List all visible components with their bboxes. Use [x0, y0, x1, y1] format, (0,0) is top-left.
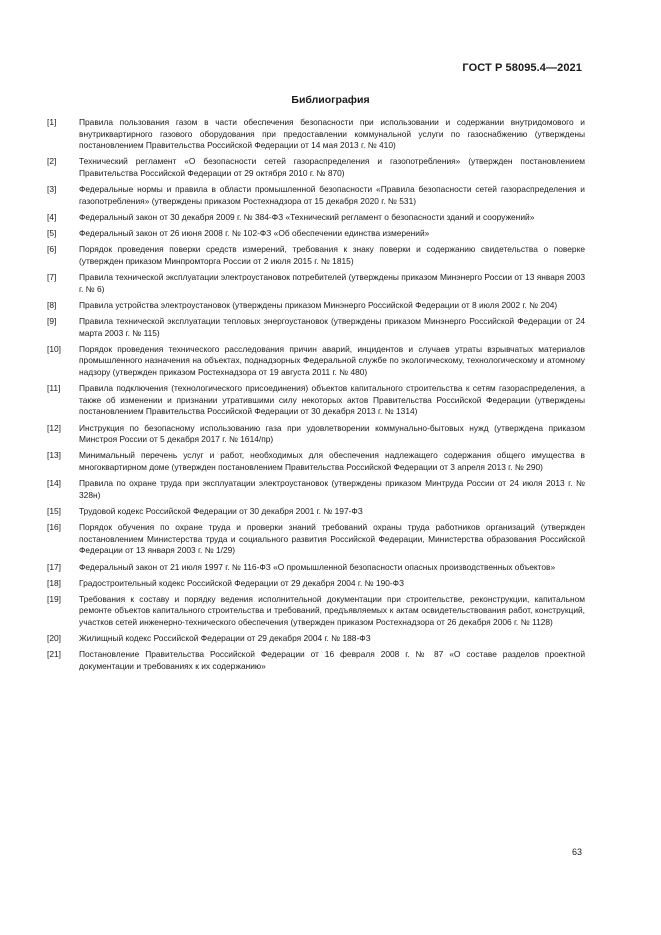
bibliography-entry [47, 578, 585, 590]
entry-number: [18] [47, 577, 61, 588]
entry-text: Порядок обучения по охране труда и проверки знаний требований охраны труда работников организаций (утвержден постановлением Министерства труда и социального развития Российской Федерации, Министерства образования Российской Федерации от 13 января 2003 г. № 1/29) [79, 522, 585, 556]
entry-text: Технический регламент «О безопасности сетей газораспределения и газопотребления» (утвержден постановлением Правительства Российской Федерации от 29 октября 2010 г. № 870) [79, 156, 585, 178]
entry-text: Правила по охране труда при эксплуатации электроустановок (утверждены приказом Минтруда России от 24 июля 2013 г. № 328н) [79, 478, 585, 500]
entry-text: Федеральные нормы и правила в области промышленной безопасности «Правила безопасности сетей газораспределения и газопотребления» (утверждены приказом Ростехнадзора от 15 декабря 2020 г. № 531) [79, 184, 585, 206]
entry-text: Порядок проведения технического расследования причин аварий, инцидентов и случаев утраты взрывчатых материалов промышленного назначения на объектах, поднадзорных Федеральной службе по экологическому, технологическому и атомному надзору (утвержден приказом Ростехнадзора от 19 августа 2011 г. № 480) [79, 343, 585, 378]
entry-number: [16] [47, 522, 61, 533]
entry-number: [5] [47, 228, 57, 239]
entry-number: [17] [47, 561, 61, 572]
bibliography-entry [47, 117, 585, 152]
bibliography-entry [47, 478, 585, 501]
entry-text: Правила устройства электроустановок (утверждены приказом Минэнерго Российской Федерации от 8 июля 2002 г. № 204) [79, 299, 558, 310]
entry-number: [21] [47, 649, 61, 660]
bibliography-entry [47, 228, 585, 240]
entry-number: [13] [47, 450, 61, 461]
entry-text: Постановление Правительства Российской Федерации от 16 февраля 2008 г. № 87 «О составе разделов проектной документации и требованиях к их содержанию» [79, 649, 585, 672]
bibliography-entry [47, 184, 585, 207]
bibliography-entry [47, 344, 585, 379]
entry-number: [6] [47, 244, 57, 255]
entry-text: Федеральный закон от 30 декабря 2009 г. № 384-ФЗ «Технический регламент о безопасности зданий и сооружений» [79, 211, 535, 222]
entry-text: Правила подключения (технологического присоединения) объектов капитального строительства к сетям газораспределения, а также об изменении и признании утратившими силу некоторых актов Правительства Российской Федерации (утверждены постановлением Правительства Российской Федерации от 30 декабря 2013 г. № 1314) [79, 383, 585, 417]
bibliography-entry [47, 156, 585, 179]
entry-text: Градостроительный кодекс Российской Федерации от 29 декабря 2004 г. № 190-ФЗ [79, 577, 405, 588]
entry-number: [1] [47, 117, 57, 127]
entry-number: [11] [47, 383, 61, 394]
bibliography-list [47, 117, 585, 677]
bibliography-entry [47, 594, 585, 629]
bibliography-entry [47, 423, 585, 446]
entry-text: Федеральный закон от 21 июля 1997 г. № 116-ФЗ «О промышленной безопасности опасных производственных объектов» [79, 561, 556, 572]
entry-number: [10] [47, 343, 61, 354]
entry-text: Жилищный кодекс Российской Федерации от 29 декабря 2004 г. № 188-ФЗ [79, 633, 371, 644]
entry-text: Трудовой кодекс Российской Федерации от 30 декабря 2001 г. № 197-ФЗ [79, 505, 363, 516]
entry-number: [2] [47, 156, 57, 167]
entry-text: Порядок проведения поверки средств измерений, требования к знаку поверки и содержанию свидетельства о поверке (утвержден приказом Минпромторга России от 2 июля 2015 г. № 1815) [79, 244, 585, 266]
bibliography-entry [47, 522, 585, 557]
entry-number: [19] [47, 593, 61, 604]
entry-text: Инструкция по безопасному использованию газа при удовлетворении коммунально-бытовых нужд (утверждена приказом Минстроя России от 5 декабря 2017 г. № 1614/пр) [79, 422, 585, 445]
entry-number: [8] [47, 299, 57, 310]
bibliography-entry [47, 383, 585, 418]
entry-number: [4] [47, 211, 57, 222]
bibliography-entry [47, 506, 585, 518]
entry-text: Правила пользования газом в части обеспечения безопасности при использовании и содержании внутридомового и внутриквартирного газового оборудования при предоставлении коммунальной услуги по газоснабжению (утверждены постановлением Правительства Российской Федерации от 14 мая 2013 г. № 410) [79, 117, 585, 151]
entry-number: [14] [47, 478, 61, 489]
entry-number: [9] [47, 316, 57, 327]
bibliography-entry [47, 212, 585, 224]
page-number: 63 [571, 847, 582, 857]
entry-number: [20] [47, 633, 61, 644]
bibliography-entry [47, 633, 585, 645]
entry-number: [12] [47, 422, 61, 433]
entry-number: [3] [47, 184, 57, 195]
entry-number: [15] [47, 505, 61, 516]
bibliography-entry [47, 300, 585, 312]
bibliography-entry [47, 562, 585, 574]
entry-text: Минимальный перечень услуг и работ, необходимых для обеспечения надлежащего содержания общего имущества в многоквартирном доме (утвержден постановлением Правительства Российской Федерации от 3 апреля 2013 г. № 290) [79, 450, 585, 472]
bibliography-entry [47, 316, 585, 339]
entry-number: [7] [47, 272, 57, 283]
entry-text: Федеральный закон от 26 июня 2008 г. № 102-ФЗ «Об обеспечении единства измерений» [79, 228, 430, 239]
bibliography-entry [47, 649, 585, 672]
entry-text: Правила технической эксплуатации электроустановок потребителей (утверждены приказом Минэнерго России от 13 января 2003 г. № 6) [79, 272, 585, 294]
bibliography-entry [47, 450, 585, 473]
entry-text: Правила технической эксплуатации тепловых энергоустановок (утверждены приказом Минэнерго Российской Федерации от 24 марта 2003 г. № 115) [79, 316, 585, 338]
document-code: ГОСТ Р 58095.4—2021 [462, 62, 582, 74]
bibliography-entry [47, 244, 585, 267]
entry-text: Требования к составу и порядку ведения исполнительной документации при строительстве, реконструкции, капитальном ремонте объектов капитального строительства и требований, предъявляемых к актам освидетельствования работ, конструкций, участков сетей инженерно-технического обеспечения (утвержден приказом Ростехнадзора от 26 декабря 2006 г. № 1128) [79, 593, 585, 628]
section-title: Библиография [291, 94, 370, 106]
bibliography-entry [47, 272, 585, 295]
